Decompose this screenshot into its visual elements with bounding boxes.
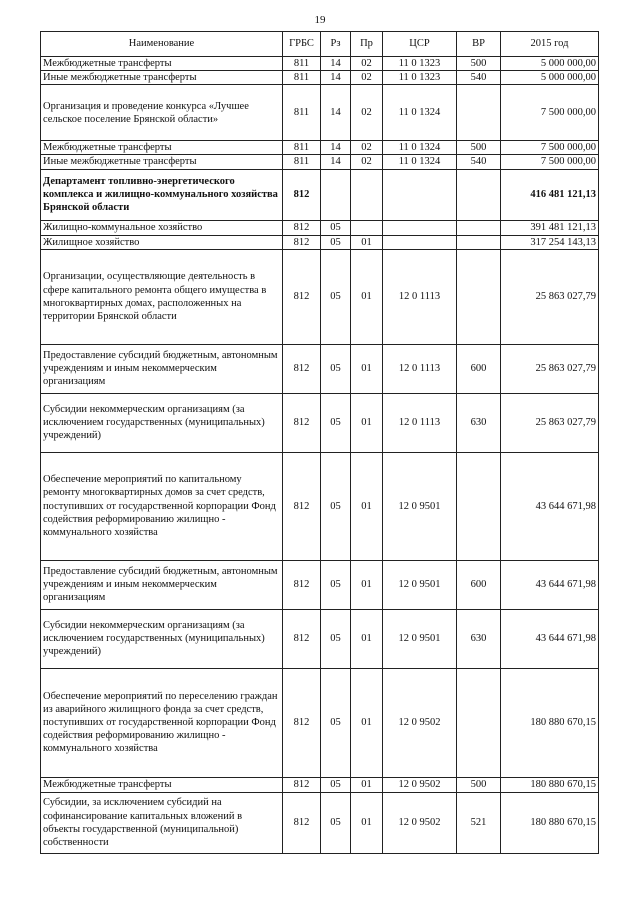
cell-rz: 05 [321,609,351,668]
table-row [41,393,599,452]
cell-pr [351,169,383,220]
cell-csr: 11 0 1323 [383,57,457,71]
table-row [41,235,599,249]
cell-grbs: 812 [283,344,321,393]
cell-name: Субсидии некоммерческим организациям (за исключением государственных (муниципальных) учреждений) [41,393,283,452]
cell-csr: 11 0 1324 [383,141,457,155]
cell-pr: 02 [351,71,383,85]
cell-rz: 05 [321,668,351,777]
table-row [41,668,599,777]
cell-rz [321,169,351,220]
cell-grbs: 811 [283,141,321,155]
cell-name: Предоставление субсидий бюджетным, автономным учреждениям и иным некоммерческим организациям [41,560,283,609]
cell-rz: 14 [321,141,351,155]
cell-name: Субсидии некоммерческим организациям (за исключением государственных (муниципальных) учреждений) [41,609,283,668]
cell-csr: 11 0 1324 [383,155,457,169]
cell-vr [457,668,501,777]
cell-name: Иные межбюджетные трансферты [41,155,283,169]
table-row [41,141,599,155]
cell-name: Организация и проведение конкурса «Лучшее сельское поселение Брянской области» [41,85,283,141]
header-pr: Пр [351,32,383,57]
cell-csr [383,169,457,220]
cell-vr [457,169,501,220]
cell-amount: 25 863 027,79 [501,344,599,393]
cell-vr: 600 [457,344,501,393]
cell-csr: 11 0 1324 [383,85,457,141]
cell-amount: 5 000 000,00 [501,71,599,85]
cell-amount: 43 644 671,98 [501,560,599,609]
cell-name: Жилищное хозяйство [41,235,283,249]
cell-csr [383,235,457,249]
cell-name: Предоставление субсидий бюджетным, автономным учреждениям и иным некоммерческим организациям [41,344,283,393]
table-row [41,344,599,393]
table-row [41,249,599,344]
cell-rz: 05 [321,235,351,249]
cell-rz: 05 [321,249,351,344]
cell-rz: 05 [321,393,351,452]
cell-amount: 180 880 670,15 [501,777,599,792]
cell-name: Организации, осуществляющие деятельность в сфере капитального ремонта общего имущества в многоквартирных домах, расположенных на территории Брянской области [41,249,283,344]
header-grbs: ГРБС [283,32,321,57]
cell-pr: 01 [351,344,383,393]
cell-name: Жилищно-коммунальное хозяйство [41,220,283,235]
cell-rz: 05 [321,220,351,235]
cell-pr: 01 [351,668,383,777]
cell-amount: 43 644 671,98 [501,452,599,560]
cell-pr: 01 [351,452,383,560]
cell-pr: 01 [351,792,383,853]
cell-grbs: 812 [283,777,321,792]
cell-amount: 43 644 671,98 [501,609,599,668]
cell-rz: 05 [321,792,351,853]
cell-csr: 12 0 9501 [383,560,457,609]
table-row [41,57,599,71]
cell-pr: 02 [351,85,383,141]
cell-pr: 01 [351,609,383,668]
cell-vr [457,452,501,560]
cell-vr: 521 [457,792,501,853]
cell-vr [457,220,501,235]
cell-amount: 5 000 000,00 [501,57,599,71]
cell-name: Межбюджетные трансферты [41,141,283,155]
cell-csr: 12 0 9501 [383,609,457,668]
cell-csr: 12 0 9502 [383,792,457,853]
cell-amount: 25 863 027,79 [501,249,599,344]
cell-vr [457,235,501,249]
cell-vr: 540 [457,71,501,85]
header-amount: 2015 год [501,32,599,57]
table-row [41,71,599,85]
cell-csr [383,220,457,235]
cell-amount: 180 880 670,15 [501,792,599,853]
cell-grbs: 811 [283,71,321,85]
header-rz: Рз [321,32,351,57]
cell-grbs: 811 [283,57,321,71]
cell-grbs: 812 [283,169,321,220]
cell-name: Межбюджетные трансферты [41,57,283,71]
cell-csr: 12 0 9502 [383,777,457,792]
cell-vr: 540 [457,155,501,169]
cell-amount: 317 254 143,13 [501,235,599,249]
cell-pr: 01 [351,777,383,792]
cell-pr [351,220,383,235]
cell-grbs: 811 [283,155,321,169]
cell-pr: 01 [351,249,383,344]
header-vr: ВР [457,32,501,57]
table-header-row [41,32,599,57]
cell-name: Департамент топливно-энергетического комплекса и жилищно-коммунального хозяйства Брянской области [41,169,283,220]
page-number: 19 [314,14,326,26]
cell-pr: 01 [351,560,383,609]
cell-name: Межбюджетные трансферты [41,777,283,792]
cell-name: Иные межбюджетные трансферты [41,71,283,85]
cell-csr: 12 0 9502 [383,668,457,777]
cell-grbs: 812 [283,560,321,609]
cell-grbs: 812 [283,249,321,344]
cell-name: Субсидии, за исключением субсидий на софинансирование капитальных вложений в объекты государственной (муниципальной) собственности [41,792,283,853]
cell-amount: 7 500 000,00 [501,155,599,169]
cell-pr: 02 [351,57,383,71]
cell-pr: 01 [351,393,383,452]
cell-rz: 14 [321,85,351,141]
cell-amount: 391 481 121,13 [501,220,599,235]
cell-grbs: 812 [283,235,321,249]
cell-csr: 12 0 1113 [383,344,457,393]
table-row [41,155,599,169]
budget-table [40,31,599,854]
cell-amount: 416 481 121,13 [501,169,599,220]
table-row [41,777,599,792]
table-row [41,85,599,141]
cell-rz: 14 [321,71,351,85]
cell-rz: 05 [321,452,351,560]
cell-name: Обеспечение мероприятий по капитальному ремонту многоквартирных домов за счет средств, поступивших от государственной корпорации Фонд содействия реформированию жилищно - коммунального хозяйства [41,452,283,560]
cell-vr [457,249,501,344]
table-row [41,452,599,560]
table-row [41,792,599,853]
cell-amount: 7 500 000,00 [501,85,599,141]
cell-csr: 12 0 1113 [383,393,457,452]
cell-rz: 14 [321,57,351,71]
cell-rz: 05 [321,344,351,393]
cell-amount: 180 880 670,15 [501,668,599,777]
cell-pr: 01 [351,235,383,249]
cell-grbs: 811 [283,85,321,141]
header-name: Наименование [41,32,283,57]
cell-grbs: 812 [283,668,321,777]
table-row [41,220,599,235]
cell-name: Обеспечение мероприятий по переселению граждан из аварийного жилищного фонда за счет средств, поступивших от государственной корпорации Фонд содействия реформированию жилищно - коммунального хозяйства [41,668,283,777]
cell-pr: 02 [351,141,383,155]
cell-vr: 600 [457,560,501,609]
cell-grbs: 812 [283,792,321,853]
cell-grbs: 812 [283,220,321,235]
cell-vr: 500 [457,141,501,155]
cell-pr: 02 [351,155,383,169]
table-row [41,560,599,609]
cell-grbs: 812 [283,609,321,668]
table-row [41,169,599,220]
cell-rz: 05 [321,777,351,792]
header-csr: ЦСР [383,32,457,57]
cell-amount: 7 500 000,00 [501,141,599,155]
cell-csr: 12 0 9501 [383,452,457,560]
cell-vr: 630 [457,393,501,452]
table-row [41,609,599,668]
cell-grbs: 812 [283,452,321,560]
cell-rz: 05 [321,560,351,609]
cell-vr: 500 [457,777,501,792]
cell-grbs: 812 [283,393,321,452]
cell-vr [457,85,501,141]
cell-amount: 25 863 027,79 [501,393,599,452]
cell-vr: 500 [457,57,501,71]
cell-vr: 630 [457,609,501,668]
cell-csr: 11 0 1323 [383,71,457,85]
cell-csr: 12 0 1113 [383,249,457,344]
cell-rz: 14 [321,155,351,169]
